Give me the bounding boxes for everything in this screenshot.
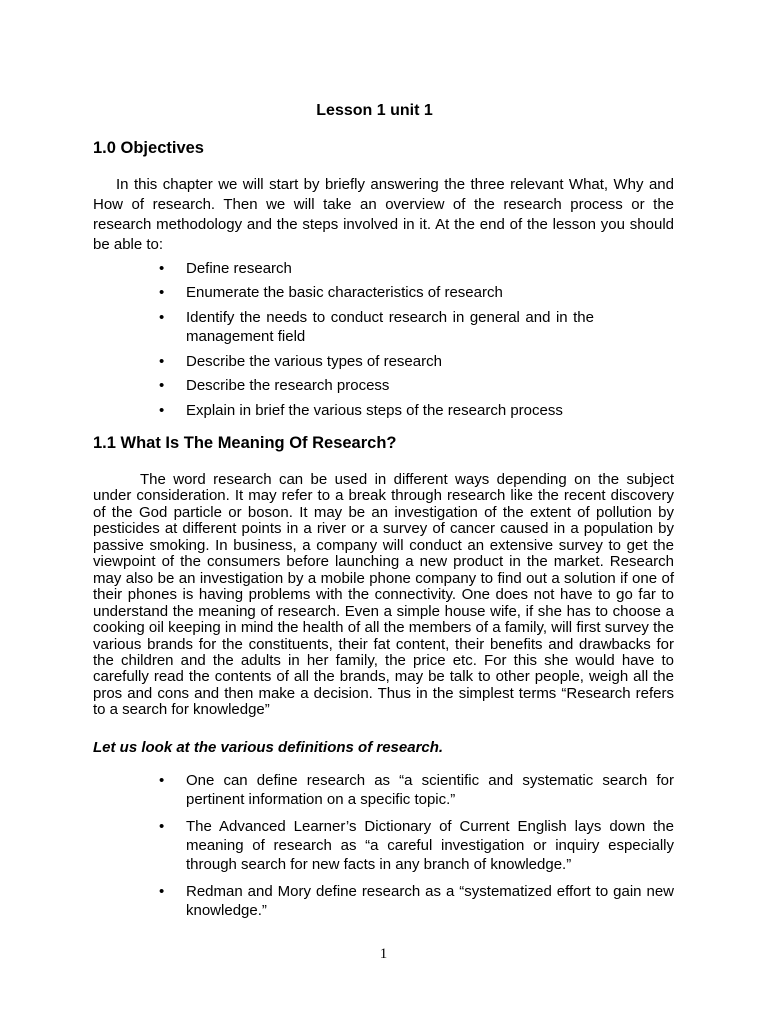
list-item: • Redman and Mory define research as a “systematized effort to gain new knowledge.” — [159, 883, 674, 919]
bullet-icon: • — [159, 377, 165, 394]
bullet-icon: • — [159, 402, 165, 419]
document-page — [93, 0, 674, 1024]
bullet-icon: • — [159, 883, 165, 900]
bullet-icon: • — [159, 309, 165, 326]
bullet-icon: • — [159, 353, 165, 370]
list-item: • Define research — [159, 260, 292, 277]
list-item: • Explain in brief the various steps of the research process — [159, 402, 563, 419]
page-number: 1 — [379, 946, 388, 962]
objectives-heading: 1.0 Objectives — [93, 139, 204, 157]
meaning-heading: 1.1 What Is The Meaning Of Research? — [93, 434, 397, 452]
bullet-icon: • — [159, 818, 165, 835]
list-item: • Identify the needs to conduct research in general and in the management field — [159, 309, 594, 345]
bullet-icon: • — [159, 772, 165, 789]
list-item: • Describe the various types of research — [159, 353, 442, 370]
list-item: • Enumerate the basic characteristics of research — [159, 284, 503, 301]
bullet-icon: • — [159, 284, 165, 301]
bullet-icon: • — [159, 260, 165, 277]
list-item: • The Advanced Learner’s Dictionary of Current English lays down the meaning of research as “a careful investigation or inquiry especially through search for new facts in any branch of knowledge.” — [159, 818, 674, 873]
list-item: • Describe the research process — [159, 377, 390, 394]
definitions-list — [93, 771, 674, 920]
list-item: • One can define research as “a scientific and systematic search for pertinent information on a specific topic.” — [159, 772, 674, 808]
definitions-subheading: Let us look at the various definitions of research. — [93, 739, 444, 756]
objectives-list — [93, 259, 674, 420]
lesson-title: Lesson 1 unit 1 — [316, 102, 433, 119]
objectives-intro: In this chapter we will start by briefly answering the three relevant What, Why and How of research. Then we will take an overview of the research process or the research methodology and the steps involved in it. At the end of the lesson you should be able to: — [93, 176, 674, 253]
meaning-paragraph: The word research can be used in different ways depending on the subject under consideration. It may refer to a break through research like the recent discovery of the God particle or boson. It may be an investigation of the extent of pollution by pesticides at different points in a river or a survey of cancer caused in a population by passive smoking. In business, a company will conduct an extensive survey to get the viewpoint of the consumers before launching a new product in the market. Research may also be an investigation by a mobile phone company to find out a solution if one of their phones is having problems with the connectivity. One does not have to go far to understand the meaning of research. Even a simple house wife, if she has to choose a cooking oil keeping in mind the health of all the members of a family, will first survey the various brands for the constituents, their fat content, their benefits and drawbacks for the children and the adults in her family, the price etc. For this she would have to carefully read the contents of all the brands, may be talk to other people, weigh all the pros and cons and then make a decision. Thus in the simplest terms “Research refers to a search for knowledge” — [93, 471, 674, 719]
